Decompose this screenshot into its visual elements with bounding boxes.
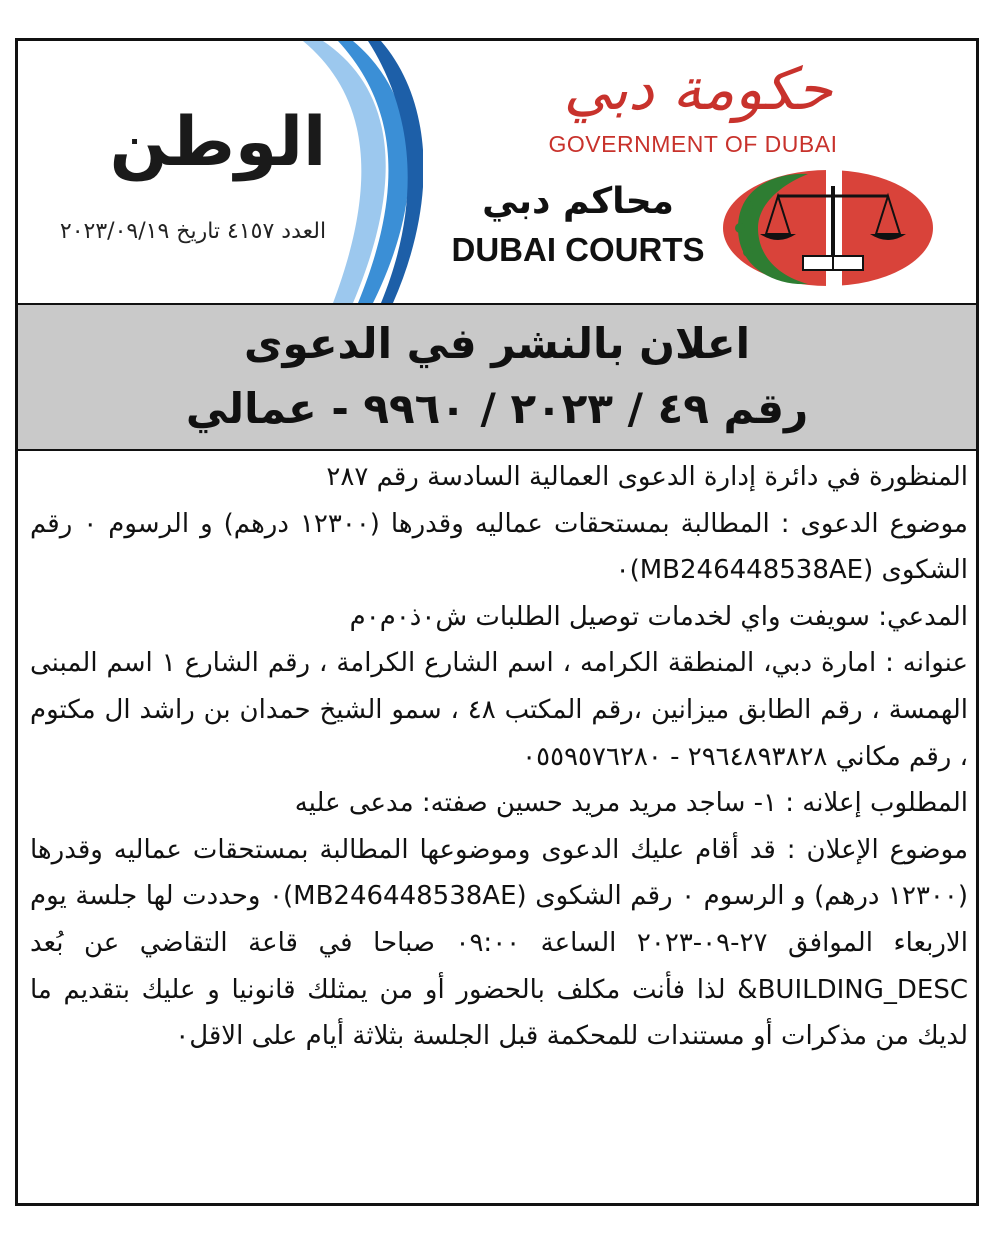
plaintiff-address-paragraph: عنوانه : امارة دبي، المنطقة الكرامه ، اسم الشارع الكرامة ، رقم الشارع ١ اسم المبنى الهمسة ، رقم الطابق ميزانين ،رقم المكتب ٤٨ ، سمو الشيخ حمدان بن راشد ال مكتوم ، رقم مكاني ٢٩٦٤٨٩٣٨٢٨ - ٠٥٥٩٥٧٦٢٨٠ [30, 648, 969, 772]
government-name-ar: حكومة دبي [563, 55, 833, 123]
notice-title-banner [18, 303, 976, 451]
header [18, 41, 976, 303]
notice-body [30, 454, 968, 1060]
issue-line: العدد ٤١٥٧ تاريخ ٢٠٢٣/٠٩/١٩ [59, 219, 327, 244]
notice-frame [15, 38, 979, 1206]
notice-subject-paragraph: موضوع الإعلان : قد أقام عليك الدعوى وموضوعها المطالبة بمستحقات عماليه وقدرها (١٢٣٠٠ درهم) و الرسوم ٠ رقم الشكوى (MB246448538AE)٠ وحددت لها جلسة يوم الاربعاء الموافق ٢٧-٠٩-٢٠٢٣ الساعة ٠٩:٠٠ صباحا في قاعة التقاضي عن بُعد BUILDING_DESC& لذا فأنت مكلف بالحضور أو من يمثلك قانونيا و عليك بتقديم ما لديك من مذكرات أو مستندات للمحكمة قبل الجلسة بثلاثة أيام على الاقل٠ [30, 834, 969, 1052]
defendant-line: المطلوب إعلانه : ١- ساجد مريد مريد حسين صفته: مدعى عليه [294, 788, 968, 819]
dubai-courts-emblem-icon [708, 166, 938, 291]
notice-title: اعلان بالنشر في الدعوى [244, 319, 750, 368]
court-circuit-line: المنظورة في دائرة إدارة الدعوى العمالية السادسة رقم ٢٨٧ [326, 462, 968, 492]
newspaper-name: الوطن [109, 103, 327, 182]
case-number: رقم ٤٩ / ٢٠٢٣ / ٩٩٦٠ - عمالي [185, 384, 809, 433]
courts-name-en: DUBAI COURTS [451, 231, 705, 268]
government-name-en: GOVERNMENT OF DUBAI [548, 131, 838, 157]
plaintiff-line: المدعي: سويفت واي لخدمات توصيل الطلبات ش٠ذ٠م٠م [349, 601, 968, 632]
courts-name-ar: محاكم دبي [482, 181, 674, 222]
case-subject-paragraph: موضوع الدعوى : المطالبة بمستحقات عماليه وقدرها (١٢٣٠٠ درهم) و الرسوم ٠ رقم الشكوى (MB246448538AE)٠ [30, 508, 968, 586]
